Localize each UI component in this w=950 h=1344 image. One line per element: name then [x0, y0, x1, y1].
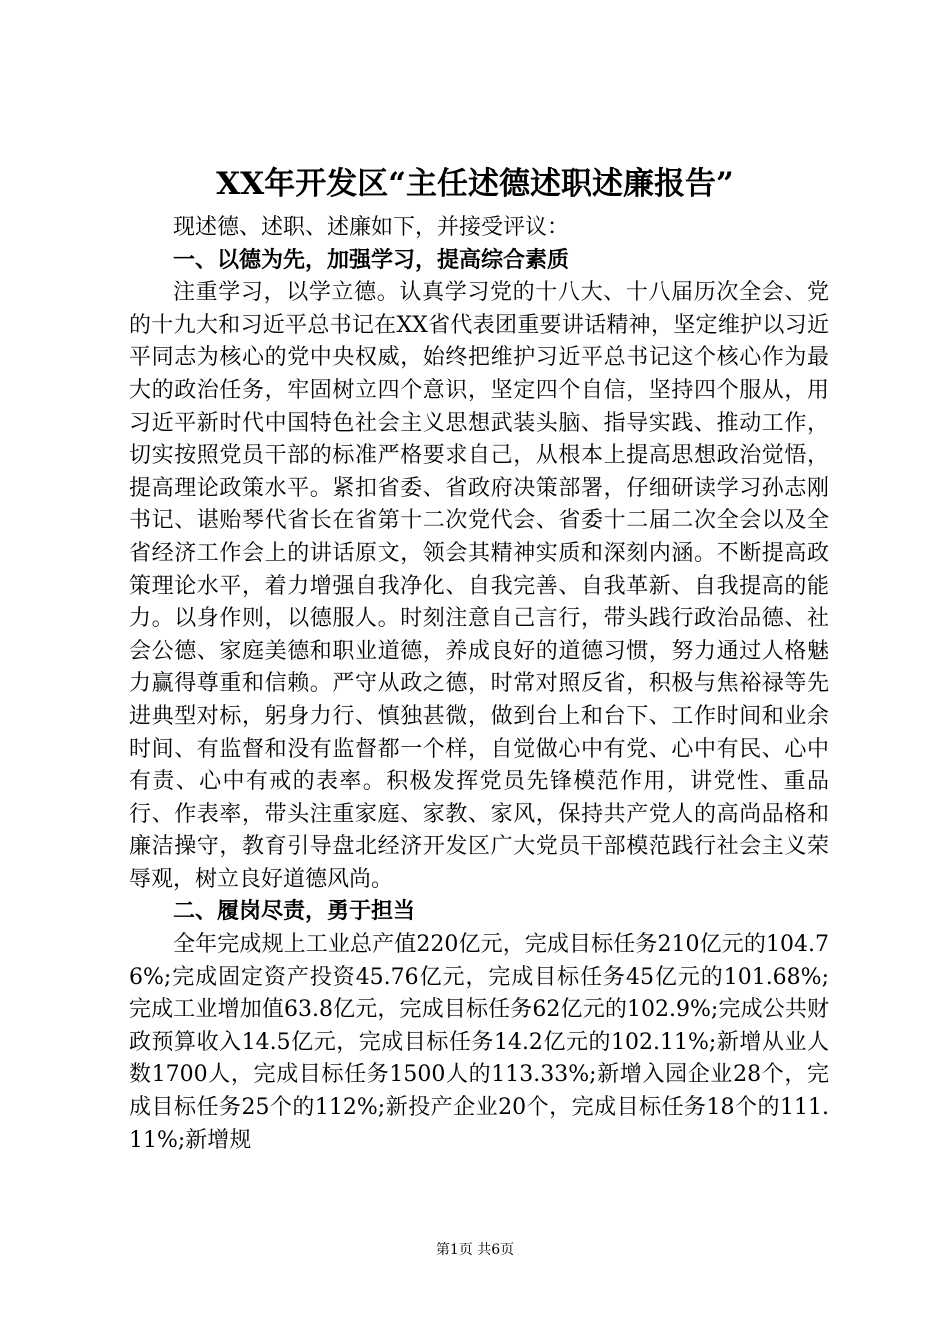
section-1-paragraph: 注重学习，以学立德。认真学习党的十八大、十八届历次全会、党的十九大和习近平总书记在XX省代表团重要讲话精神，坚定维护以习近平同志为核心的党中央权威，始终把维护习近平总书记这个核心作为最大的政治任务，牢固树立四个意识，坚定四个自信，坚持四个服从，用习近平新时代中国特色社会主义思想武装头脑、指导实践、推动工作，切实按照党员干部的标准严格要求自己，从根本上提高思想政治觉悟，提高理论政策水平。紧扣省委、省政府决策部署，仔细研读学习孙志刚书记、谌贻琴代省长在省第十二次党代会、省委十二届二次全会以及全省经济工作会上的讲话原文，领会其精神实质和深刻内涵。不断提高政策理论水平，着力增强自我净化、自我完善、自我革新、自我提高的能力。以身作则，以德服人。时刻注意自己言行，带头践行政治品德、社会公德、家庭美德和职业道德，养成良好的道德习惯，努力通过人格魅力赢得尊重和信赖。严守从政之德，时常对照反省，积极与焦裕禄等先进典型对标，躬身力行、慎独甚微，做到台上和台下、工作时间和业余时间、有监督和没有监督都一个样，自觉做心中有党、心中有民、心中有责、心中有戒的表率。积极发挥党员先锋模范作用，讲党性、重品行、作表率，带头注重家庭、家教、家风，保持共产党人的高尚品格和廉洁操守，教育引导盘北经济开发区广大党员干部模范践行社会主义荣辱观，树立良好道德风尚。	[129, 280, 829, 892]
intro-paragraph: 现述德、述职、述廉如下，并接受评议：	[173, 215, 570, 240]
section-1-heading: 一、以德为先，加强学习，提高综合素质	[173, 247, 570, 273]
section-2-paragraph: 全年完成规上工业总产值220亿元，完成目标任务210亿元的104.76%;完成固定资产投资45.76亿元，完成目标任务45亿元的101.68%;完成工业增加值63.8亿元，完成目标任务62亿元的102.9%;完成公共财政预算收入14.5亿元，完成目标任务14.2亿元的102.11%;新增从业人数1700人，完成目标任务1500人的113.33%;新增入园企业28个，完成目标任务25个的112%;新投产企业20个，完成目标任务18个的111.11%;新增规	[129, 932, 829, 1153]
section-2-heading: 二、履岗尽责，勇于担当	[173, 899, 416, 925]
document-body	[129, 212, 829, 1157]
page-footer: 第1页 共6页	[435, 1242, 515, 1258]
document-title: XX年开发区“主任述德述职述廉报告”	[216, 166, 734, 202]
